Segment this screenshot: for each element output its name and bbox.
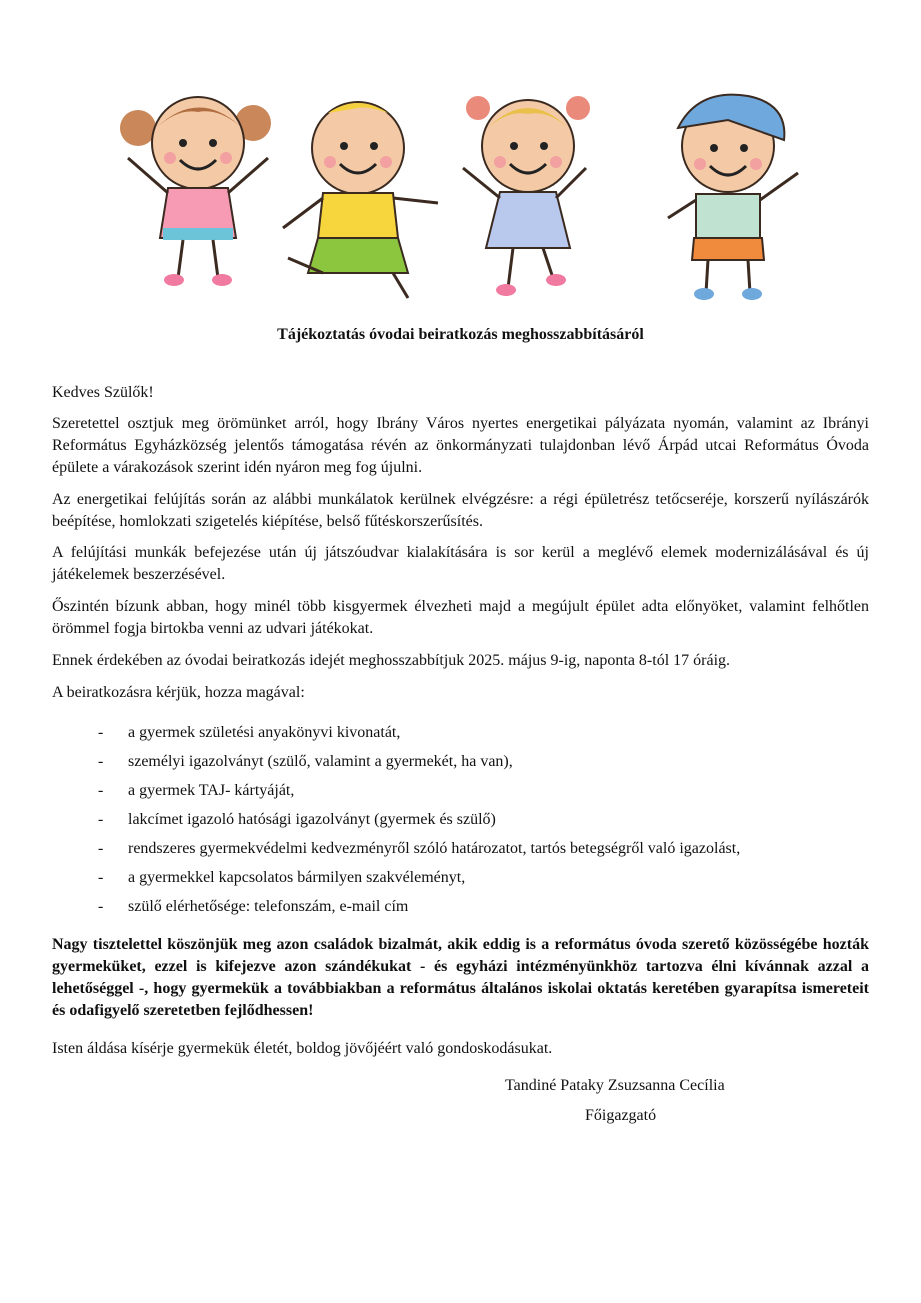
list-item-text: személyi igazolványt (szülő, valamint a gyermekét, ha van), bbox=[128, 753, 513, 770]
list-item-text: a gyermekkel kapcsolatos bármilyen szakvéleményt, bbox=[128, 869, 466, 886]
blessing-line: Isten áldása kísérje gyermekük életét, boldog jövőjéért való gondoskodásukat. bbox=[52, 1040, 553, 1057]
list-item-text: a gyermek születési anyakönyvi kivonatát, bbox=[128, 724, 401, 741]
greeting: Kedves Szülők! bbox=[52, 384, 154, 401]
child-boy-yellow-shirt-figure bbox=[283, 102, 438, 298]
signature-name: Tandiné Pataky Zsuzsanna Cecília bbox=[505, 1077, 725, 1094]
list-item bbox=[98, 896, 740, 925]
list-item bbox=[98, 780, 740, 809]
paragraph-announcement: Szeretettel osztjuk meg örömünket arról, hogy Ibrány Város nyertes energetikai pályázata nyomán, valamint az Ibrányi Református Egyházközség jelentős támogatása révén az önkormányzati tulajdonban lévő Árpád utcai Református Óvoda épülete a várakozások szerint idén nyáron meg fog újulni. bbox=[52, 415, 869, 476]
document-title: Tájékoztatás óvodai beiratkozás meghosszabbításáról bbox=[277, 326, 644, 343]
list-item-text: a gyermek TAJ- kártyáját, bbox=[128, 782, 295, 799]
list-item bbox=[98, 867, 740, 896]
thanks-paragraph: Nagy tisztelettel köszönjük meg azon családok bizalmát, akik eddig is a református óvoda szerető közösségébe hozták gyermeküket, ezzel is kifejezve azon szándékukat - és egyházi intézményünkhöz tartozva élni kívánnak azzal a lehetőséggel -, hogy gyermekük a továbbiakban a református általános iskolai oktatás keretében gyarapítsa ismereteit és odafigyelő szeretetben fejlődhessen! bbox=[52, 936, 869, 1019]
paragraph-bring-documents: A beiratkozásra kérjük, hozza magával: bbox=[52, 684, 305, 701]
list-item bbox=[98, 751, 740, 780]
list-dash: - bbox=[98, 724, 104, 741]
list-item bbox=[98, 838, 740, 867]
list-item bbox=[98, 722, 740, 751]
required-documents-list bbox=[98, 722, 740, 925]
signature-role: Főigazgató bbox=[585, 1107, 657, 1124]
list-item-text: szülő elérhetősége: telefonszám, e-mail cím bbox=[128, 898, 409, 915]
list-dash: - bbox=[98, 898, 104, 915]
paragraph-enrollment-deadline: Ennek érdekében az óvodai beiratkozás idejét meghosszabbítjuk 2025. május 9-ig, naponta 8-tól 17 óráig. bbox=[52, 652, 731, 669]
list-dash: - bbox=[98, 869, 104, 886]
paragraph-renovation-works: Az energetikai felújítás során az alábbi munkálatok kerülnek elvégzésre: a régi épületrész tetőcseréje, korszerű nyílászárók beépítése, homlokzati szigetelés kiépítése, belső fűtéskorszerűsítés. bbox=[52, 491, 869, 530]
paragraph-hope: Őszintén bízunk abban, hogy minél több kisgyermek élvezheti majd a megújult épület adta előnyöket, valamint felhőtlen örömmel fogja birtokba venni az udvari játékokat. bbox=[52, 598, 869, 637]
list-dash: - bbox=[98, 811, 104, 828]
list-item-text: rendszeres gyermekvédelmi kedvezményről szóló határozatot, tartós betegségről való igazolást, bbox=[128, 840, 741, 857]
child-girl-pigtails-figure bbox=[120, 97, 271, 286]
paragraph-playground: A felújítási munkák befejezése után új játszóudvar kialakítására is sor kerül a meglévő elemek modernizálásával és új játékelemek beszerzésével. bbox=[52, 544, 869, 583]
list-item bbox=[98, 809, 740, 838]
list-dash: - bbox=[98, 753, 104, 770]
list-dash: - bbox=[98, 782, 104, 799]
children-illustration bbox=[108, 88, 813, 310]
list-item-text: lakcímet igazoló hatósági igazolványt (gyermek és szülő) bbox=[128, 811, 496, 828]
child-girl-blue-dress-figure bbox=[463, 96, 590, 296]
list-dash: - bbox=[98, 840, 104, 857]
child-boy-blue-cap-figure bbox=[668, 95, 798, 300]
